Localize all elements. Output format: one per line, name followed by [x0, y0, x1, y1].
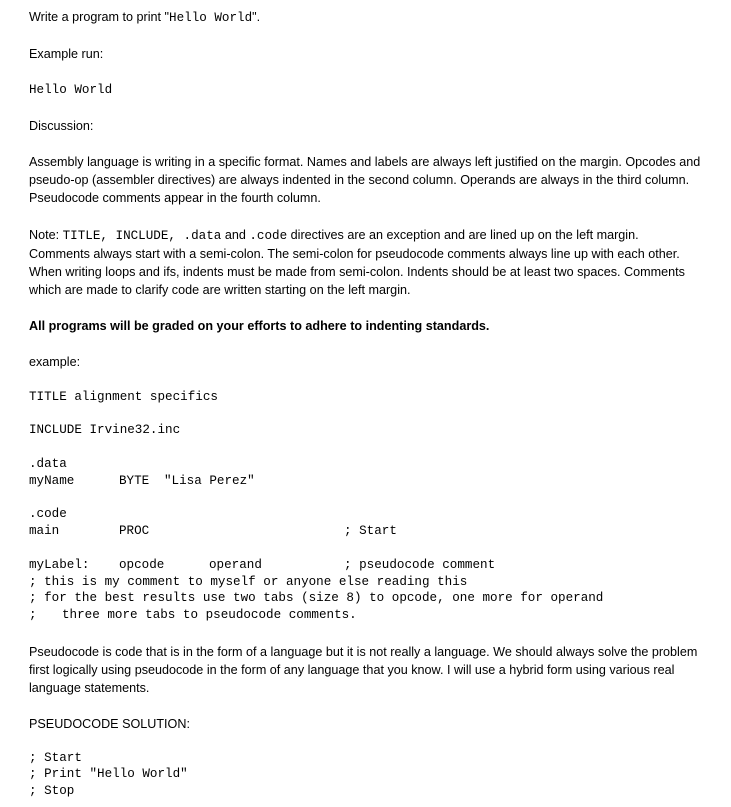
- discussion-paragraph: [29, 153, 709, 207]
- code-title-line: TITLE alignment specifics: [29, 390, 218, 404]
- note-code-directive: .code: [249, 229, 288, 243]
- code-comment-line: ; this is my comment to myself or anyone else reading this: [29, 575, 468, 589]
- pseudocode-line: language statements.: [29, 681, 150, 695]
- solution-line: ; Print "Hello World": [29, 767, 188, 781]
- note-line: which are made to clarify code are written starting on the left margin.: [29, 283, 411, 297]
- prompt-suffix: ".: [252, 10, 261, 24]
- code-comment-line: ; for the best results use two tabs (size 8) to opcode, one more for operand: [29, 591, 604, 605]
- code-comment-line: three more tabs to pseudocode comments.: [62, 608, 357, 622]
- pseudocode-line: Pseudocode is code that is in the form of a language but it is not really a language. We should always solve the problem: [29, 645, 698, 659]
- note-line1-rest: directives are an exception and are lined up on the left margin.: [287, 228, 639, 242]
- discussion-label: Discussion:: [29, 119, 94, 133]
- code-main-label: main: [29, 524, 60, 538]
- solution-line: ; Start: [29, 751, 82, 765]
- note-and: and: [221, 228, 250, 242]
- code-data-directive: .data: [29, 457, 67, 471]
- note-line-first: [29, 226, 709, 245]
- code-myname-opcode: BYTE: [119, 474, 150, 488]
- code-mylabel-opcode: opcode: [119, 558, 165, 572]
- code-mylabel-label: myLabel:: [29, 558, 90, 572]
- code-myname-label: myName: [29, 474, 75, 488]
- pseudocode-solution-label: PSEUDOCODE SOLUTION:: [29, 717, 190, 731]
- pseudocode-paragraph: [29, 643, 709, 697]
- discussion-line: pseudo-op (assembler directives) are always indented in the second column. Operands are always in the third column.: [29, 173, 690, 187]
- example-run-output: Hello World: [29, 83, 113, 97]
- code-main-comment: ; Start: [344, 524, 397, 538]
- note-line: When writing loops and ifs, indents must be made from semi-colon. Indents should be at least two spaces. Comments: [29, 265, 685, 279]
- code-main-opcode: PROC: [119, 524, 150, 538]
- discussion-line: Pseudocode comments appear in the fourth column.: [29, 191, 321, 205]
- solution-line: ; Stop: [29, 784, 75, 798]
- code-myname-operand: "Lisa Perez": [164, 474, 255, 488]
- code-mylabel-operand: operand: [209, 558, 262, 572]
- note-code-directives: TITLE, INCLUDE, .data: [62, 229, 222, 243]
- assignment-prompt: [29, 8, 260, 27]
- code-comment-semicolon: ;: [29, 608, 37, 622]
- note-line: Comments always start with a semi-colon. The semi-colon for pseudocode comments always line up with each other.: [29, 247, 680, 261]
- example-label: example:: [29, 355, 81, 369]
- pseudocode-line: first logically using pseudocode in the form of any language that you know. I will use a hybrid form using various real: [29, 663, 675, 677]
- code-code-directive: .code: [29, 507, 67, 521]
- code-include-line: INCLUDE Irvine32.inc: [29, 423, 181, 437]
- grading-statement: All programs will be graded on your efforts to adhere to indenting standards.: [29, 319, 490, 333]
- prompt-code: Hello World: [169, 11, 253, 25]
- note-prefix: Note:: [29, 228, 63, 242]
- discussion-line: Assembly language is writing in a specific format. Names and labels are always left justified on the margin. Opcodes and: [29, 155, 701, 169]
- note-paragraph: [29, 226, 709, 299]
- prompt-prefix: Write a program to print ": [29, 10, 170, 24]
- example-run-label: Example run:: [29, 47, 104, 61]
- code-mylabel-comment: ; pseudocode comment: [344, 558, 496, 572]
